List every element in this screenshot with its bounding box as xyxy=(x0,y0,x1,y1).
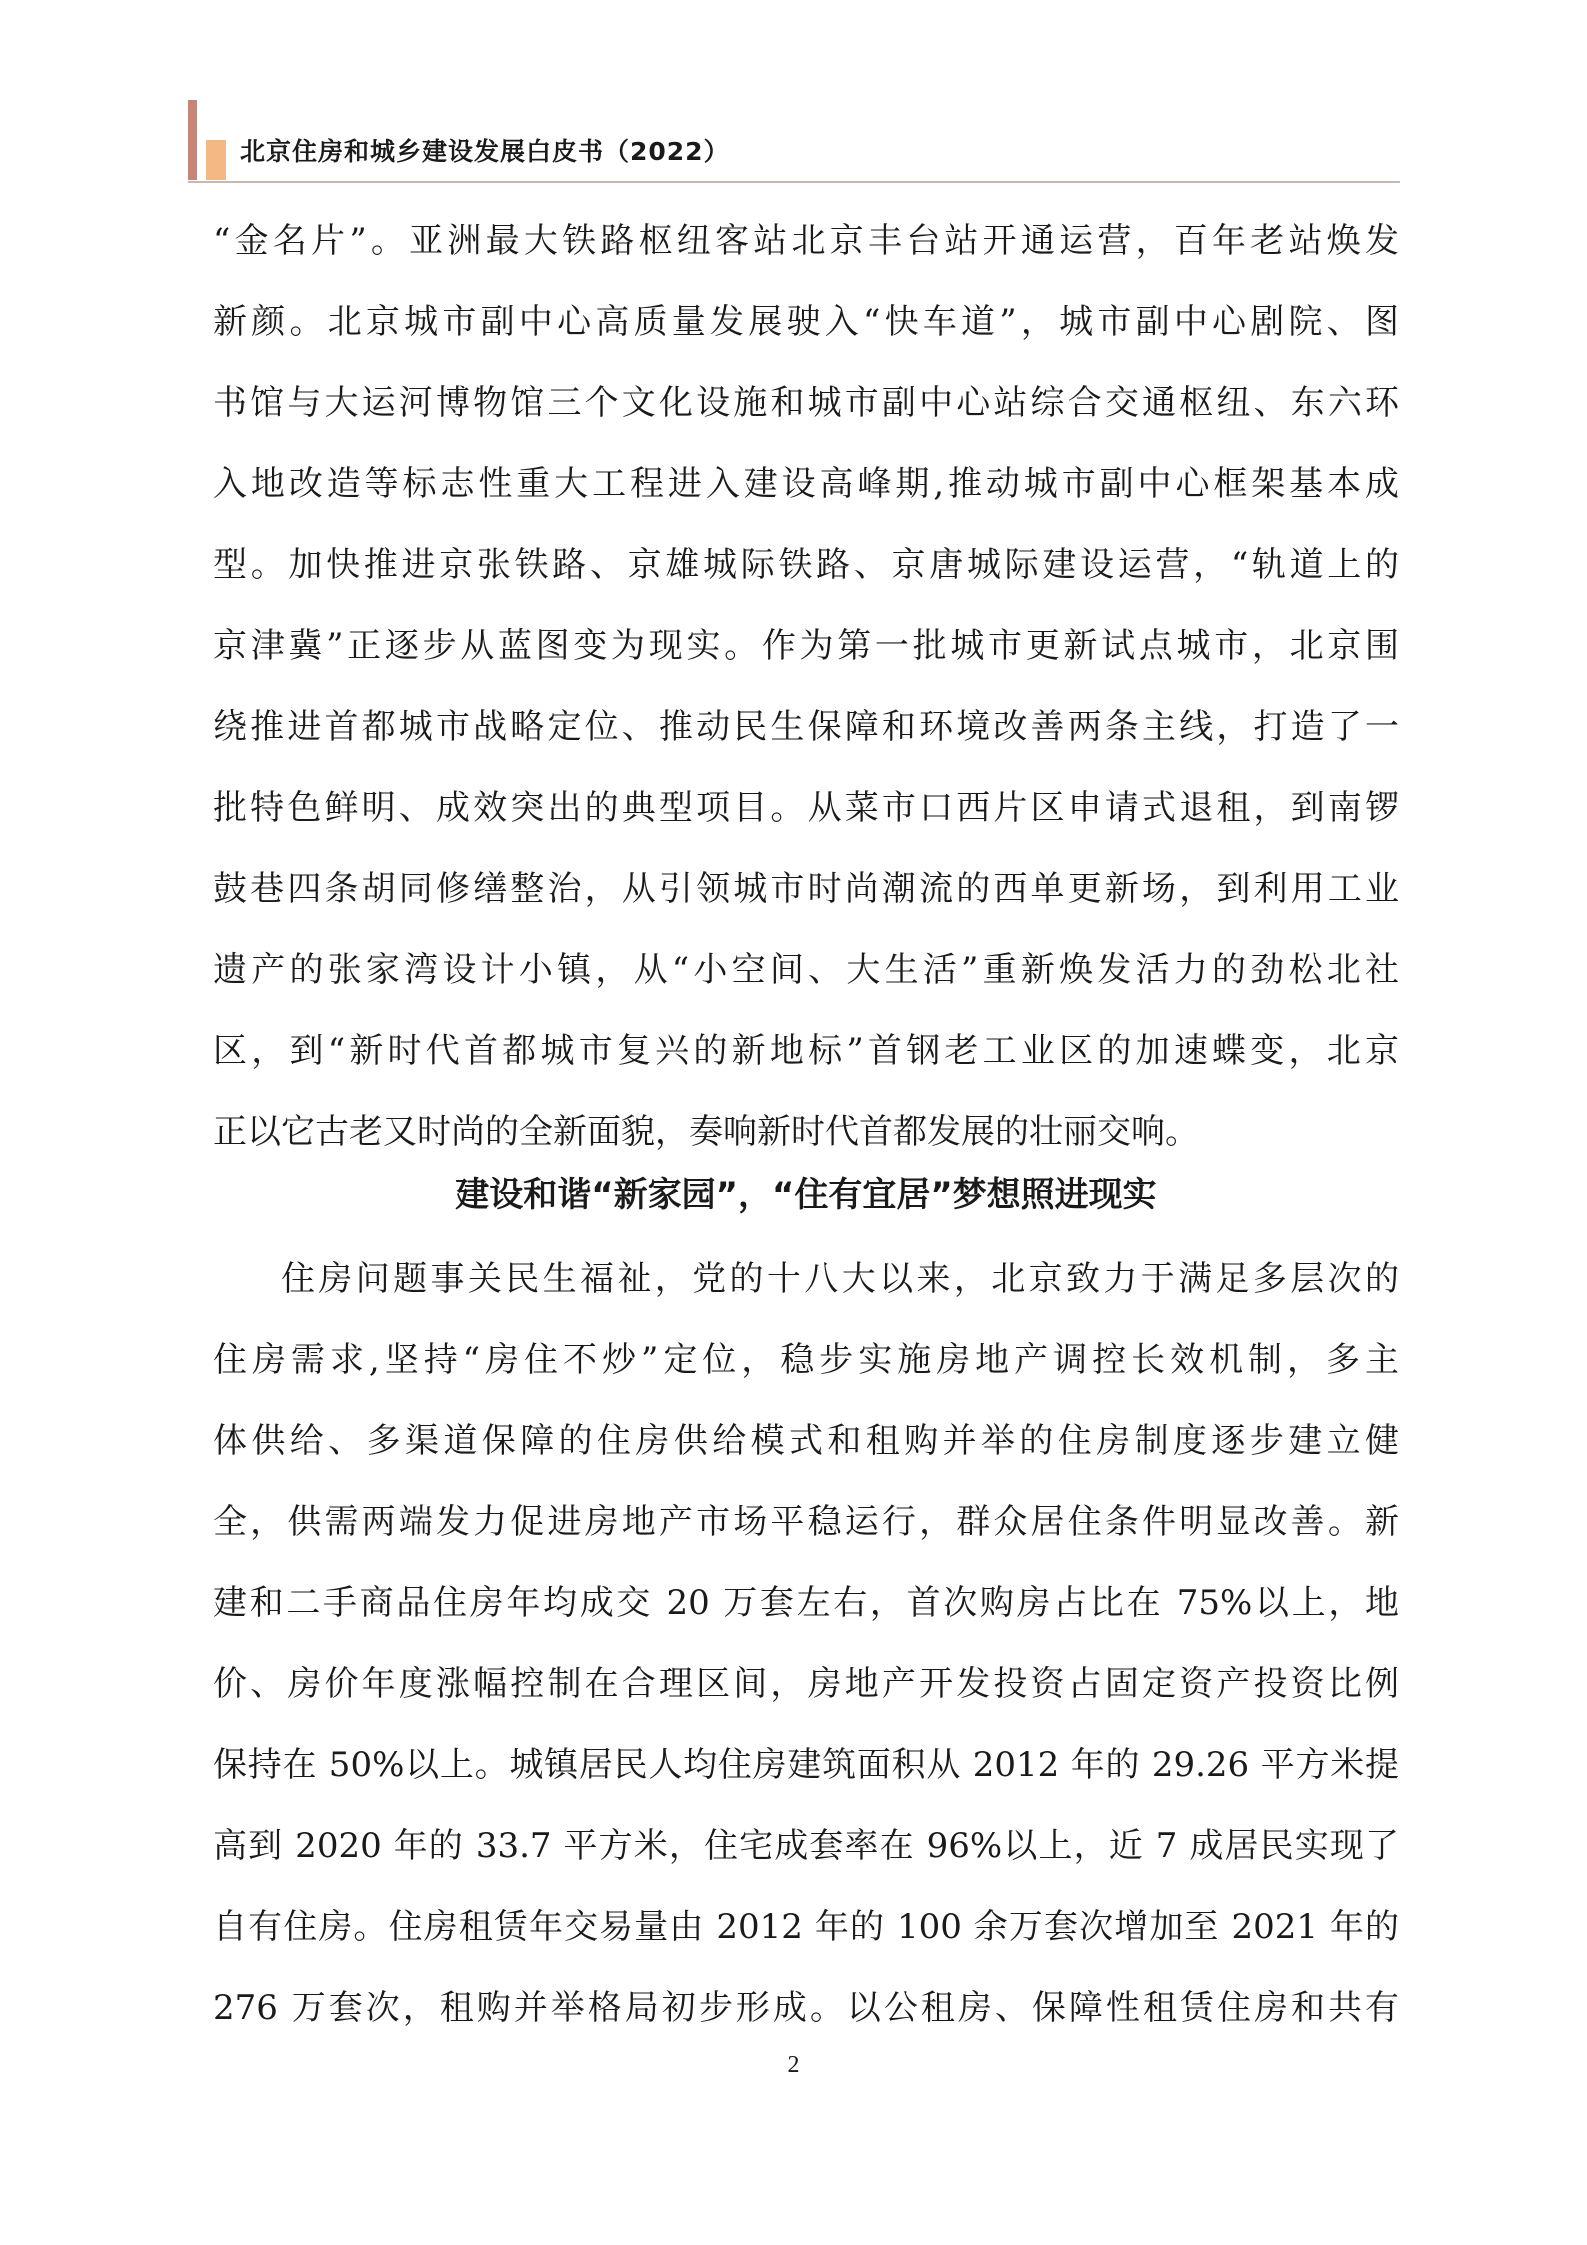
paragraph-2-line: 价、房价年度涨幅控制在合理区间，房地产开发投资占固定资产投资比例 xyxy=(213,1664,1399,1704)
paragraph-1-line: 入地改造等标志性重大工程进入建设高峰期,推动城市副中心框架基本成 xyxy=(213,464,1399,504)
paragraph-1-line: “金名片”。亚洲最大铁路枢纽客站北京丰台站开通运营，百年老站焕发 xyxy=(213,221,1399,261)
paragraph-1-line: 批特色鲜明、成效突出的典型项目。从菜市口西片区申请式退租，到南锣 xyxy=(213,788,1399,828)
paragraph-1-line: 遗产的张家湾设计小镇，从“小空间、大生活”重新焕发活力的劲松北社 xyxy=(213,950,1399,990)
paragraph-2 xyxy=(213,1259,1399,2069)
paragraph-2-line: 保持在 50%以上。城镇居民人均住房建筑面积从 2012 年的 29.26 平方米提 xyxy=(213,1745,1399,1785)
paragraph-2-line: 全，供需两端发力促进房地产市场平稳运行，群众居住条件明显改善。新 xyxy=(213,1502,1399,1542)
paragraph-1 xyxy=(213,221,1399,1193)
header-accent-bar-light xyxy=(206,140,226,180)
paragraph-1-line: 正以它古老又时尚的全新面貌，奏响新时代首都发展的壮丽交响。 xyxy=(213,1112,1199,1152)
paragraph-1-line: 新颜。北京城市副中心高质量发展驶入“快车道”，城市副中心剧院、图 xyxy=(213,302,1399,342)
section-heading: 建设和谐“新家园”，“住有宜居”梦想照进现实 xyxy=(455,1175,1157,1215)
paragraph-1-line: 绕推进首都城市战略定位、推动民生保障和环境改善两条主线，打造了一 xyxy=(213,707,1399,747)
paragraph-2-line: 建和二手商品住房年均成交 20 万套左右，首次购房占比在 75%以上，地 xyxy=(213,1583,1399,1623)
running-header-title: 北京住房和城乡建设发展白皮书（2022） xyxy=(240,137,730,166)
paragraph-2-line: 体供给、多渠道保障的住房供给模式和租购并举的住房制度逐步建立健 xyxy=(213,1421,1399,1461)
paragraph-1-line: 鼓巷四条胡同修缮整治，从引领城市时尚潮流的西单更新场，到利用工业 xyxy=(213,869,1399,909)
paragraph-1-line: 型。加快推进京张铁路、京雄城际铁路、京唐城际建设运营，“轨道上的 xyxy=(213,545,1399,585)
header-divider xyxy=(188,181,1400,183)
paragraph-2-line: 自有住房。住房租赁年交易量由 2012 年的 100 余万套次增加至 2021 年的 xyxy=(213,1907,1399,1947)
paragraph-2-line: 276 万套次，租购并举格局初步形成。以公租房、保障性租赁住房和共有 xyxy=(213,1988,1399,2028)
paragraph-1-line: 区，到“新时代首都城市复兴的新地标”首钢老工业区的加速蝶变，北京 xyxy=(213,1031,1399,1071)
paragraph-2-line: 住房需求,坚持“房住不炒”定位，稳步实施房地产调控长效机制，多主 xyxy=(213,1340,1399,1380)
paragraph-1-line: 京津冀”正逐步从蓝图变为现实。作为第一批城市更新试点城市，北京围 xyxy=(213,626,1399,666)
paragraph-2-line: 高到 2020 年的 33.7 平方米，住宅成套率在 96%以上，近 7 成居民实现了 xyxy=(213,1826,1399,1866)
header-accent-bar-dark xyxy=(188,100,197,180)
paragraph-1-line: 书馆与大运河博物馆三个文化设施和城市副中心站综合交通枢纽、东六环 xyxy=(213,383,1399,423)
paragraph-2-line: 住房问题事关民生福祉，党的十八大以来，北京致力于满足多层次的 xyxy=(281,1259,1399,1299)
page-number: 2 xyxy=(787,2052,800,2078)
